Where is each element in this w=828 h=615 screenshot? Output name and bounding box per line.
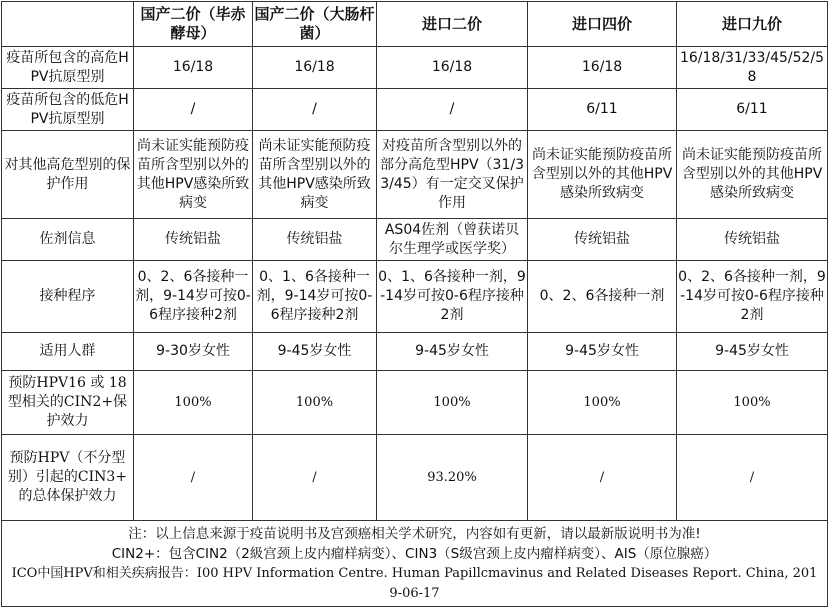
- note-source: 注：以上信息来源于疫苗说明书及宫颈癌相关学术研究，内容如有更新，请以最新版说明书为准!: [128, 525, 701, 542]
- table-cell: /: [377, 89, 528, 131]
- table-cell: 16/18: [528, 47, 677, 89]
- table-cell: 传统铝盐: [677, 219, 828, 261]
- table-cell: 传统铝盐: [134, 219, 253, 261]
- table-cell: 9-45岁女性: [677, 333, 828, 371]
- row-label: 预防HPV16 或 18型相关的CIN2+保护效力: [2, 371, 134, 435]
- table-cell: 0、2、6各接种一剂，9-14岁可按0-6程序接种2剂: [677, 261, 828, 333]
- table-cell: 9-45岁女性: [253, 333, 377, 371]
- row-label: 接种程序: [2, 261, 134, 333]
- table-cell: 0、2、6各接种一剂，9-14岁可按0-6程序接种2剂: [134, 261, 253, 333]
- header-domestic-bivalent-yeast: 国产二价（毕赤酵母）: [134, 2, 253, 47]
- notes-cell: [2, 521, 828, 607]
- header-imported-bivalent: 进口二价: [377, 2, 528, 47]
- notes-row: [2, 521, 828, 607]
- table-cell: 100%: [134, 371, 253, 435]
- header-imported-quadrivalent: 进口四价: [528, 2, 677, 47]
- row-label: 佐剂信息: [2, 219, 134, 261]
- row-label: 对其他高危型别的保护作用: [2, 131, 134, 219]
- note-cin-definition: CIN2+：包含CIN2（2級宫颈上皮内瘤样病变）、CIN3（S级宫颈上皮内瘤样病变）、AIS（原位腺癌）: [111, 545, 718, 562]
- table-row-population: [2, 333, 828, 371]
- row-label: 预防HPV（不分型别）引起的CIN3+ 的总体保护效力: [2, 435, 134, 521]
- table-cell: 传统铝盐: [253, 219, 377, 261]
- table-row-adjuvant: [2, 219, 828, 261]
- table-cell: 100%: [677, 371, 828, 435]
- header-row: [2, 2, 828, 47]
- hpv-vaccine-comparison-table: [1, 1, 828, 607]
- table-cell: /: [134, 89, 253, 131]
- table-cell: 对疫苗所含型别以外的部分高危型HPV（31/33/45）有一定交叉保护作用: [377, 131, 528, 219]
- table-cell: 16/18/31/33/45/52/58: [677, 47, 828, 89]
- table-cell: 9-30岁女性: [134, 333, 253, 371]
- table-row-high-risk-types: [2, 47, 828, 89]
- table-cell: 尚未证实能预防疫苗所含型别以外的其他HPV感染所致病变: [253, 131, 377, 219]
- table-cell: 0、1、6各接种一剂，9-14岁可按0-6程序接种2剂: [253, 261, 377, 333]
- row-label: 适用人群: [2, 333, 134, 371]
- table-cell: 0、1、6各接种一剂，9-14岁可按0-6程序接种2剂: [377, 261, 528, 333]
- table-cell: /: [528, 435, 677, 521]
- table-cell: /: [134, 435, 253, 521]
- table-cell: 9-45岁女性: [528, 333, 677, 371]
- table-cell: AS04佐剂（曾获诺贝尔生理学或医学奖）: [377, 219, 528, 261]
- table-cell: 100%: [253, 371, 377, 435]
- table-row-cin3-efficacy: [2, 435, 828, 521]
- table-cell: 6/11: [677, 89, 828, 131]
- table-cell: 16/18: [253, 47, 377, 89]
- table-row-cin2-efficacy: [2, 371, 828, 435]
- table-cell: 16/18: [134, 47, 253, 89]
- table-cell: /: [677, 435, 828, 521]
- header-corner: [2, 2, 134, 47]
- table-cell: 尚未证实能预防疫苗所含型别以外的其他HPV感染所致病变: [528, 131, 677, 219]
- table-cell: 6/11: [528, 89, 677, 131]
- row-label: 疫苗所包含的低危HPV抗原型别: [2, 89, 134, 131]
- table-cell: 16/18: [377, 47, 528, 89]
- table-cell: 100%: [377, 371, 528, 435]
- table-cell: 尚未证实能预防疫苗所含型别以外的其他HPV感染所致病变: [134, 131, 253, 219]
- table-row-cross-protection: [2, 131, 828, 219]
- table-cell: /: [253, 435, 377, 521]
- table-cell: 93.20%: [377, 435, 528, 521]
- table-cell: 尚未证实能预防疫苗所含型别以外的其他HPV感染所致病变: [677, 131, 828, 219]
- header-domestic-bivalent-ecoli: 国产二价（大肠杆菌）: [253, 2, 377, 47]
- table-cell: 9-45岁女性: [377, 333, 528, 371]
- table-cell: /: [253, 89, 377, 131]
- table-cell: 100%: [528, 371, 677, 435]
- header-imported-nonavalent: 进口九价: [677, 2, 828, 47]
- table-cell: 0、2、6各接种一剂: [528, 261, 677, 333]
- row-label: 疫苗所包含的高危HPV抗原型别: [2, 47, 134, 89]
- note-ico-reference: ICO中国HPV和相关疾病报告：I00 HPV Information Centre. Human Papillcmavinus and Related Diseases Report. China, 2019-06-17: [11, 565, 818, 601]
- table-cell: 传统铝盐: [528, 219, 677, 261]
- table-row-low-risk-types: [2, 89, 828, 131]
- table-row-schedule: [2, 261, 828, 333]
